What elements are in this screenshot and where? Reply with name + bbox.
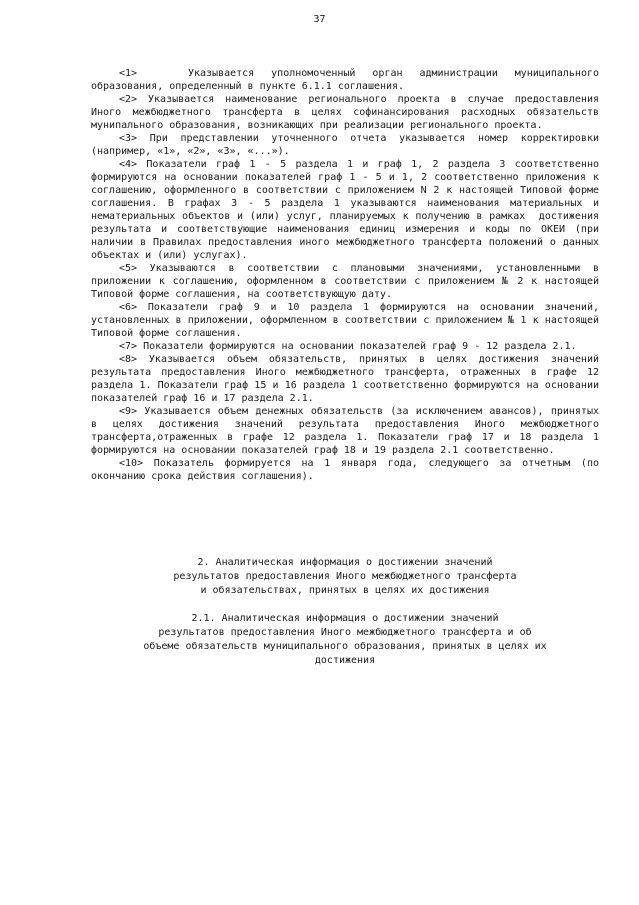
- footnote-1: <1> Указывается уполномоченный орган администрации муниципального образования, определенный в пункте 6.1.1 соглашения.: [91, 68, 606, 92]
- section-2-heading: 2. Аналитическая информация о достижении значений результатов предоставления Иного межбюджетного трансферта и обязательствах, принятых в целях их достижения: [173, 557, 517, 596]
- footnote-4: <4> Показатели граф 1 - 5 раздела 1 и граф 1, 2 раздела 3 соответственно формируются на основании показателей граф 1 - 5 и 1, 2 соответственно приложения к соглашению, оформленного в соответствии с приложением N 2 к настоящей Типовой форме соглашения. В графах 3 - 5 раздела 1 указываются наименования материальных и нематериальных объектов и (или) услуг, планируемых к получению в рамках достижения результата и соответствующие наименования единиц измерения и коды по ОКЕИ (при наличии в Правилах предоставления иного межбюджетного трансферта положений о данных объектах и (или) услугах).: [91, 159, 606, 261]
- footnote-10: <10> Показатель формируется на 1 января года, следующего за отчетным (по окончанию срока действия соглашения).: [91, 458, 606, 482]
- footnote-9: <9> Указывается объем денежных обязательств (за исключением авансов), принятых в целях достижения значений результата предоставления Иного межбюджетного трансферта,отраженных в графе 12 раздела 1. Показатели граф 17 и 18 раздела 1 формируются на основании показателей граф 18 и 19 раздела 2.1 соответственно.: [91, 406, 606, 456]
- footnote-2: <2> Указывается наименование регионального проекта в случае предоставления Иного межбюджетного трансферта в целях софинансирования расходных обязательств мунипального образования, возникающих при реализации регионального проекта.: [91, 94, 606, 131]
- footnote-8: <8> Указывается объем обязательств, принятых в целях достижения значений результата предоставления Иного межбюджетного трансферта, отраженных в графе 12 раздела 1. Показатели граф 15 и 16 раздела 1 соответственно формируются на основании показателей граф 16 и 17 раздела 2.1.: [91, 354, 606, 404]
- footnote-3: <3> При представлении уточненного отчета указывается номер корректировки (например, «1», «2», «3», «...»).: [91, 133, 606, 157]
- footnotes-block: [91, 67, 606, 483]
- footnote-7: <7> Показатели формируются на основании показателей граф 9 - 12 раздела 2.1.: [119, 341, 577, 352]
- footnote-6: <6> Показатели граф 9 и 10 раздела 1 формируются на основании значений, установленных в приложении, оформленном в соответствии с приложением № 1 к настоящей Типовой форме соглашения.: [91, 302, 606, 339]
- footnote-5: <5> Указываются в соответствии с плановыми значениями, установленными в приложении к соглашению, оформленном в соответствии с приложением № 2 к настоящей Типовой форме соглашения, на соответствующую дату.: [91, 263, 606, 300]
- section-2-1-heading: 2.1. Аналитическая информация о достижении значений результатов предоставления Иного межбюджетного трансферта и об объеме обязательств муниципального образования, принятых в целях их достижения: [143, 613, 547, 666]
- page-number: 37: [313, 14, 326, 25]
